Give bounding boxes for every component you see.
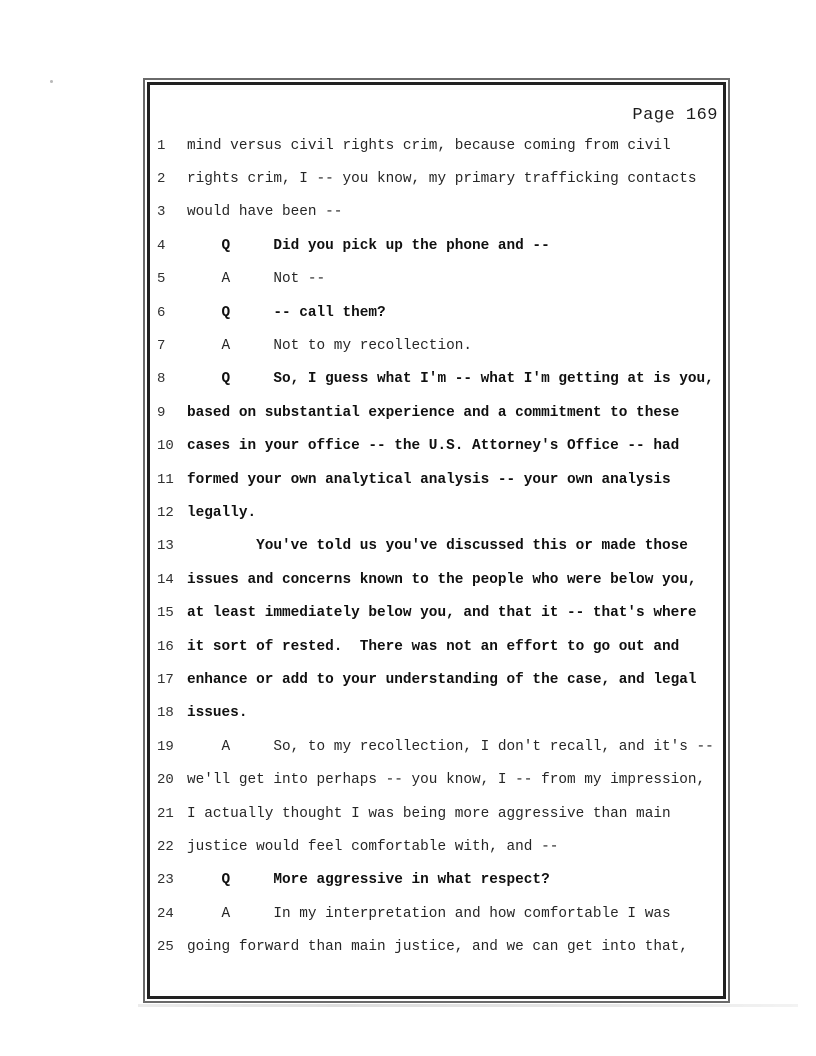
transcript-line [150,930,723,963]
transcript-line [150,697,723,730]
transcript-line [150,530,723,563]
line-number: 23 [157,872,174,889]
line-number: 5 [157,271,166,288]
transcript-line [150,563,723,596]
line-number: 2 [157,171,166,188]
line-number: 13 [157,538,174,555]
line-text: issues. [187,705,248,722]
line-text: it sort of rested. There was not an effort to go out and [187,638,680,655]
line-text: enhance or add to your understanding of the case, and legal [187,671,697,688]
line-text: we'll get into perhaps -- you know, I -- from my impression, [187,772,706,789]
line-text: mind versus civil rights crim, because coming from civil [187,137,671,154]
line-text: Q Did you pick up the phone and -- [187,237,550,254]
line-text: A In my interpretation and how comfortable I was [187,905,671,922]
line-text: would have been -- [187,204,343,221]
line-text: You've told us you've discussed this or made those [187,538,688,555]
line-number: 14 [157,571,174,588]
transcript-line [150,263,723,296]
line-number: 17 [157,671,174,688]
transcript-line [150,162,723,195]
transcript-line [150,430,723,463]
line-number: 1 [157,137,166,154]
transcript-line [150,129,723,162]
line-text: Q More aggressive in what respect? [187,872,550,889]
transcript-lines [150,129,723,964]
line-text: A So, to my recollection, I don't recall, and it's -- [187,738,714,755]
line-text: Q -- call them? [187,304,386,321]
scan-smudge [138,1004,798,1007]
line-text: A Not to my recollection. [187,338,472,355]
transcript-line [150,363,723,396]
line-text: Q So, I guess what I'm -- what I'm getting at is you, [187,371,714,388]
transcript-line [150,763,723,796]
line-number: 20 [157,772,174,789]
line-text: at least immediately below you, and that it -- that's where [187,605,697,622]
transcript-line [150,196,723,229]
line-text: legally. [187,504,257,521]
line-text: based on substantial experience and a commitment to these [187,404,680,421]
transcript-line [150,730,723,763]
transcript-line [150,396,723,429]
line-number: 10 [157,438,174,455]
line-text: cases in your office -- the U.S. Attorney's Office -- had [187,438,680,455]
line-number: 4 [157,237,166,254]
line-number: 15 [157,605,174,622]
line-number: 21 [157,805,174,822]
line-number: 9 [157,404,166,421]
transcript-line [150,329,723,362]
line-text: rights crim, I -- you know, my primary trafficking contacts [187,171,697,188]
transcript-line [150,463,723,496]
transcript-line [150,630,723,663]
transcript-line [150,296,723,329]
scan-speck [50,80,53,83]
line-text: issues and concerns known to the people who were below you, [187,571,697,588]
page-border-outer [143,78,730,1003]
line-text: formed your own analytical analysis -- your own analysis [187,471,671,488]
transcript-line [150,663,723,696]
line-text: I actually thought I was being more aggressive than main [187,805,671,822]
line-number: 11 [157,471,174,488]
line-number: 16 [157,638,174,655]
transcript-line [150,864,723,897]
transcript-line [150,229,723,262]
transcript-line [150,596,723,629]
line-number: 24 [157,905,174,922]
line-text: justice would feel comfortable with, and -- [187,838,559,855]
transcript-line [150,830,723,863]
page-border-inner [147,82,726,999]
line-number: 22 [157,838,174,855]
line-text: going forward than main justice, and we can get into that, [187,939,688,956]
line-number: 18 [157,705,174,722]
transcript-line [150,797,723,830]
line-number: 12 [157,504,174,521]
line-number: 3 [157,204,166,221]
line-number: 8 [157,371,166,388]
transcript-line [150,897,723,930]
page-number-header: Page 169 [632,106,718,125]
line-number: 6 [157,304,166,321]
line-text: A Not -- [187,271,326,288]
line-number: 7 [157,338,166,355]
line-number: 19 [157,738,174,755]
transcript-line [150,496,723,529]
line-number: 25 [157,939,174,956]
